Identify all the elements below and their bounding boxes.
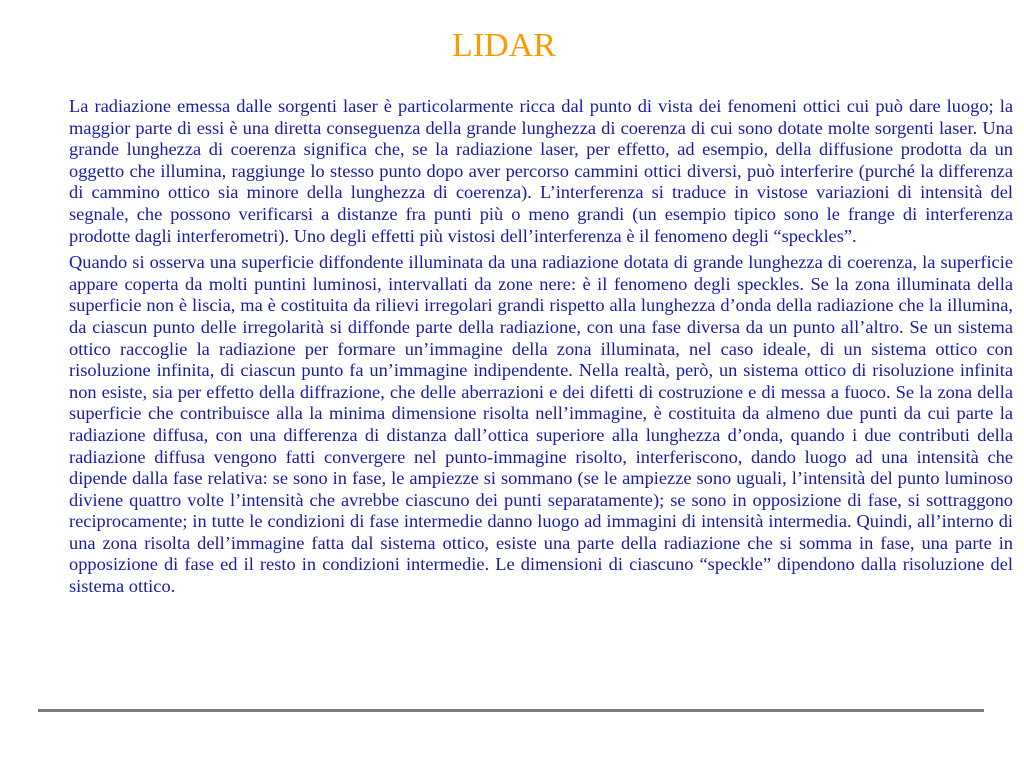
footer-divider-line <box>38 709 984 712</box>
slide-body <box>69 96 1013 603</box>
paragraph-speckles: Quando si osserva una superficie diffondente illuminata da una radiazione dotata di grande lunghezza di coerenza, la superficie appare coperta da molti puntini luminosi, intervallati da zone nere: è il fenomeno degli speckles. Se la zona illuminata della superficie non è liscia, ma è costituita da rilievi irregolari grandi rispetto alla lunghezza d’onda della radiazione che la illumina, da ciascun punto delle irregolarità si diffonde parte della radiazione, con una fase diversa da un punto all’altro. Se un sistema ottico raccoglie la radiazione per formare un’immagine della zona illuminata, nel caso ideale, di un sistema ottico con risoluzione infinita, di ciascun punto fa un’immagine indipendente. Nella realtà, però, un sistema ottico di risoluzione infinita non esiste, sia per effetto della diffrazione, che delle aberrazioni e dei difetti di costruzione e di messa a fuoco. Se la zona della superficie che contribuisce alla la minima dimensione risolta nell’immagine, è costituita da almeno due punti da cui parte la radiazione diffusa, con una differenza di distanza dall’ottica superiore alla lunghezza d’onda, quando i due contributi della radiazione diffusa vengono fatti convergere nel punto-immagine risolto, interferiscono, dando luogo ad una intensità che dipende dalla fase relativa: se sono in fase, le ampiezze si sommano (se le ampiezze sono uguali, l’intensità del punto luminoso diviene quattro volte l’intensità che avrebbe ciascuno dei punti separatamente); se sono in opposizione di fase, si sottraggono reciprocamente; in tutte le condizioni di fase intermedie danno luogo ad immagini di intensità intermedia. Quindi, all’interno di una zona risolta dell’immagine fatta dal sistema ottico, esiste una parte della radiazione che si somma in fase, una parte in opposizione di fase ed il resto in condizioni intermedie. Le dimensioni di ciascuno “speckle” dipendono dalla risoluzione del sistema ottico. <box>69 252 1013 597</box>
slide-title: LIDAR <box>452 27 556 64</box>
paragraph-coherence: La radiazione emessa dalle sorgenti laser è particolarmente ricca dal punto di vista dei fenomeni ottici cui può dare luogo; la maggior parte di essi è una diretta conseguenza della grande lunghezza di coerenza di cui sono dotate molte sorgenti laser. Una grande lunghezza di coerenza significa che, se la radiazione laser, per effetto, ad esempio, della diffusione prodotta da un oggetto che illumina, raggiunge lo stesso punto dopo aver percorso cammini ottici diversi, può interferire (purché la differenza di cammino ottico sia minore della lunghezza di coerenza). L’interferenza si traduce in vistose variazioni di intensità del segnale, che possono verificarsi a distanze fra punti più o meno grandi (un esempio tipico sono le frange di interferenza prodotte dagli interferometri). Uno degli effetti più vistosi dell’interferenza è il fenomeno degli “speckles”. <box>69 96 1013 246</box>
